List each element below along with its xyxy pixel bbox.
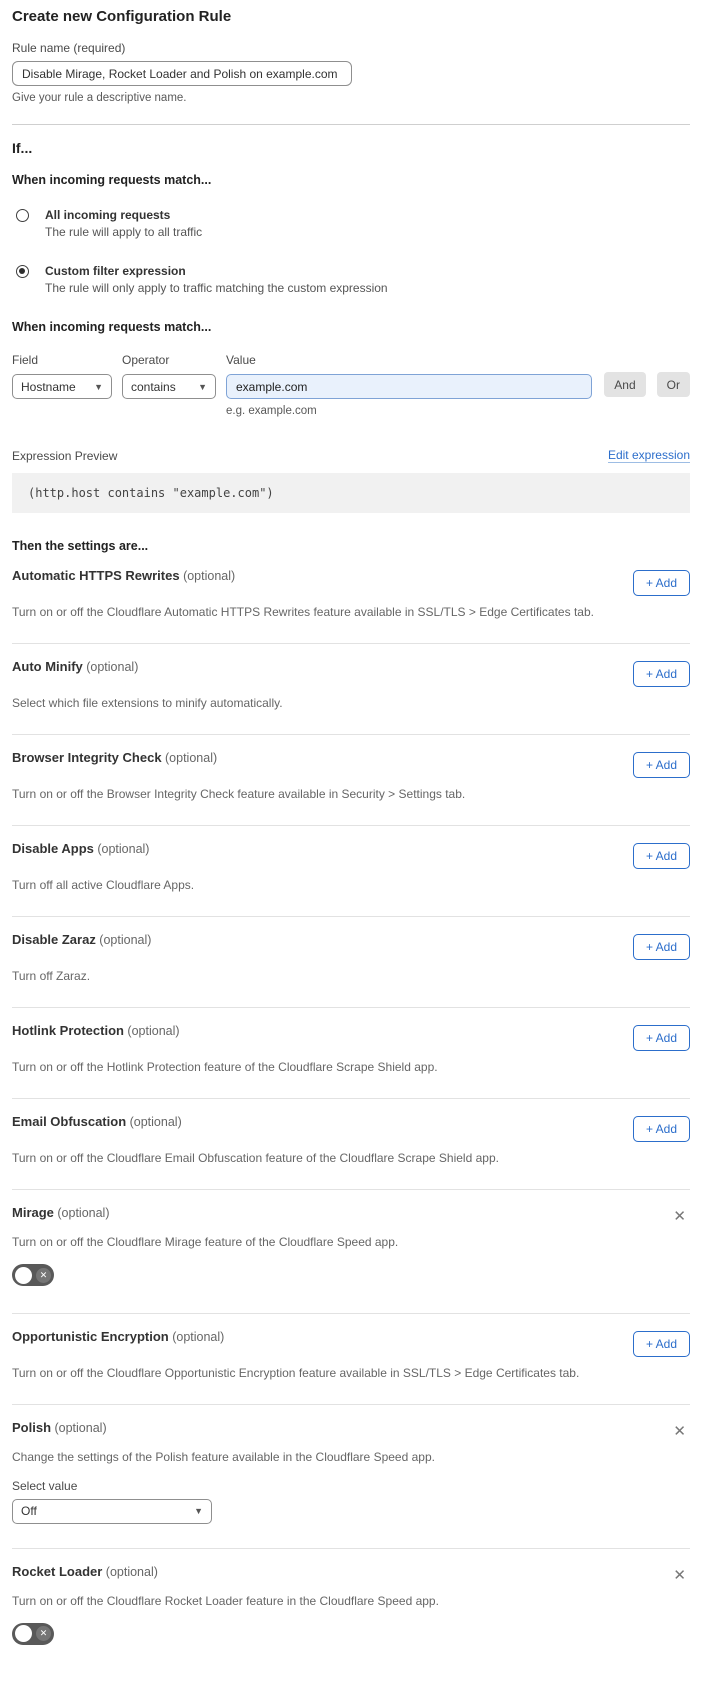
- setting-optional-tag: (optional): [95, 933, 152, 947]
- radio-unselected-icon[interactable]: [16, 209, 29, 222]
- operator-label: Operator: [122, 353, 170, 367]
- operator-column: [122, 353, 216, 399]
- add-button[interactable]: + Add: [633, 1025, 690, 1051]
- rule-name-helper: Give your rule a descriptive name.: [12, 92, 187, 104]
- toggle-x-icon: ✕: [36, 1268, 51, 1283]
- value-helper: e.g. example.com: [226, 405, 317, 417]
- setting-title: Mirage: [12, 1205, 54, 1220]
- setting-description: Turn off Zaraz.: [12, 969, 91, 983]
- rule-name-label: Rule name (required): [12, 41, 126, 55]
- setting-description: Change the settings of the Polish feature available in the Cloudflare Speed app.: [12, 1449, 435, 1464]
- toggle-off[interactable]: [12, 1623, 54, 1645]
- toggle-x-icon: ✕: [36, 1626, 51, 1641]
- select-value-label: Select value: [12, 1478, 78, 1493]
- setting-row: [12, 917, 690, 1008]
- select-value-group: [12, 1479, 690, 1524]
- chevron-down-icon: ▼: [94, 381, 103, 392]
- toggle-off[interactable]: [12, 1264, 54, 1286]
- setting-optional-tag: (optional): [93, 842, 150, 856]
- close-icon[interactable]: ✕: [673, 1422, 686, 1440]
- radio-label: Custom filter expression: [45, 264, 186, 278]
- request-match-radio-group: [12, 208, 690, 295]
- add-button[interactable]: + Add: [633, 1331, 690, 1357]
- setting-description: Turn on or off the Cloudflare Mirage feature of the Cloudflare Speed app.: [12, 1235, 399, 1249]
- radio-selected-icon[interactable]: [16, 265, 29, 278]
- and-button[interactable]: And: [604, 372, 645, 397]
- setting-row: [12, 735, 690, 826]
- setting-row: [12, 1008, 690, 1099]
- section-divider: [12, 124, 690, 125]
- toggle-knob: [15, 1267, 32, 1284]
- value-column: [226, 353, 592, 417]
- radio-description: The rule will apply to all traffic: [45, 225, 203, 239]
- setting-row: [12, 826, 690, 917]
- edit-expression-link[interactable]: Edit expression: [607, 448, 690, 462]
- expression-builder-row: [12, 353, 690, 417]
- radio-label: All incoming requests: [45, 208, 171, 222]
- setting-title: Email Obfuscation: [12, 1114, 127, 1129]
- setting-select-value: Off: [21, 1504, 37, 1518]
- field-label: Field: [12, 353, 39, 367]
- expression-preview-header: [12, 448, 690, 463]
- setting-optional-tag: (optional): [179, 569, 236, 583]
- value-input[interactable]: [226, 374, 592, 399]
- setting-description: Turn on or off the Cloudflare Rocket Loader feature in the Cloudflare Speed app.: [12, 1593, 439, 1608]
- setting-optional-tag: (optional): [126, 1115, 182, 1129]
- setting-description: Turn on or off the Cloudflare Email Obfuscation feature of the Cloudflare Scrape Shield app.: [12, 1151, 499, 1165]
- setting-optional-tag: (optional): [51, 1420, 107, 1435]
- setting-row: [12, 1405, 690, 1549]
- add-button[interactable]: + Add: [633, 843, 690, 869]
- setting-description: Turn on or off the Hotlink Protection feature of the Cloudflare Scrape Shield app.: [12, 1060, 438, 1074]
- setting-title: Hotlink Protection: [12, 1023, 124, 1038]
- radio-description: The rule will only apply to traffic matching the custom expression: [45, 281, 388, 295]
- chevron-down-icon: ▼: [198, 381, 207, 392]
- setting-description: Turn on or off the Cloudflare Opportunistic Encryption feature available in SSL/TLS > Edge Certificates tab.: [12, 1365, 580, 1380]
- radio-custom-filter-expression[interactable]: [12, 264, 690, 295]
- setting-title: Auto Minify: [12, 659, 83, 674]
- field-column: [12, 353, 112, 399]
- expression-preview-code: (http.host contains "example.com"): [12, 473, 690, 513]
- add-button[interactable]: + Add: [633, 934, 690, 960]
- operator-select-value: contains: [131, 379, 176, 394]
- and-column: [604, 353, 645, 397]
- or-button[interactable]: Or: [657, 372, 690, 397]
- if-heading: If...: [12, 140, 33, 156]
- add-button[interactable]: + Add: [633, 752, 690, 778]
- close-icon[interactable]: ✕: [673, 1208, 686, 1225]
- settings-list: [12, 553, 690, 1671]
- setting-title: Disable Zaraz: [12, 932, 96, 947]
- setting-optional-tag: (optional): [102, 1564, 158, 1579]
- setting-description: Turn on or off the Cloudflare Automatic HTTPS Rewrites feature available in SSL/TLS > Edge Certificates tab.: [12, 605, 594, 619]
- setting-title: Polish: [12, 1419, 52, 1435]
- setting-row: [12, 1190, 690, 1314]
- setting-title: Browser Integrity Check: [12, 750, 162, 765]
- setting-description: Turn on or off the Browser Integrity Check feature available in Security > Settings tab.: [12, 787, 466, 801]
- expression-preview-label: Expression Preview: [12, 449, 118, 463]
- rule-name-section: [12, 41, 690, 104]
- setting-optional-tag: (optional): [161, 751, 218, 765]
- add-button[interactable]: + Add: [633, 570, 690, 596]
- setting-optional-tag: (optional): [168, 1329, 225, 1344]
- setting-value-select[interactable]: [12, 1499, 212, 1524]
- field-select[interactable]: [12, 374, 112, 399]
- setting-row: [12, 553, 690, 644]
- settings-heading: Then the settings are...: [12, 539, 149, 553]
- setting-description: Select which file extensions to minify automatically.: [12, 696, 283, 710]
- setting-title: Disable Apps: [12, 841, 94, 856]
- or-column: [657, 353, 690, 397]
- close-icon[interactable]: ✕: [673, 1566, 686, 1584]
- value-label: Value: [226, 353, 256, 367]
- setting-optional-tag: (optional): [82, 660, 139, 674]
- setting-title: Opportunistic Encryption: [12, 1328, 169, 1344]
- add-button[interactable]: + Add: [633, 661, 690, 687]
- rule-name-input[interactable]: [12, 61, 352, 86]
- setting-row: [12, 644, 690, 735]
- operator-select[interactable]: [122, 374, 216, 399]
- setting-optional-tag: (optional): [123, 1024, 180, 1038]
- setting-title: Automatic HTTPS Rewrites: [12, 568, 180, 583]
- setting-optional-tag: (optional): [53, 1206, 110, 1220]
- setting-row: [12, 1549, 690, 1672]
- setting-row: [12, 1099, 690, 1190]
- builder-heading: When incoming requests match...: [12, 320, 212, 334]
- setting-description: Turn off all active Cloudflare Apps.: [12, 878, 195, 892]
- page-title: Create new Configuration Rule: [12, 8, 232, 25]
- setting-row: [12, 1314, 690, 1405]
- match-heading: When incoming requests match...: [12, 173, 212, 187]
- add-button[interactable]: + Add: [633, 1116, 690, 1142]
- setting-title: Rocket Loader: [12, 1563, 103, 1579]
- chevron-down-icon: ▼: [194, 1506, 203, 1516]
- radio-all-incoming-requests[interactable]: [12, 208, 690, 239]
- toggle-knob: [15, 1625, 32, 1642]
- field-select-value: Hostname: [21, 379, 76, 394]
